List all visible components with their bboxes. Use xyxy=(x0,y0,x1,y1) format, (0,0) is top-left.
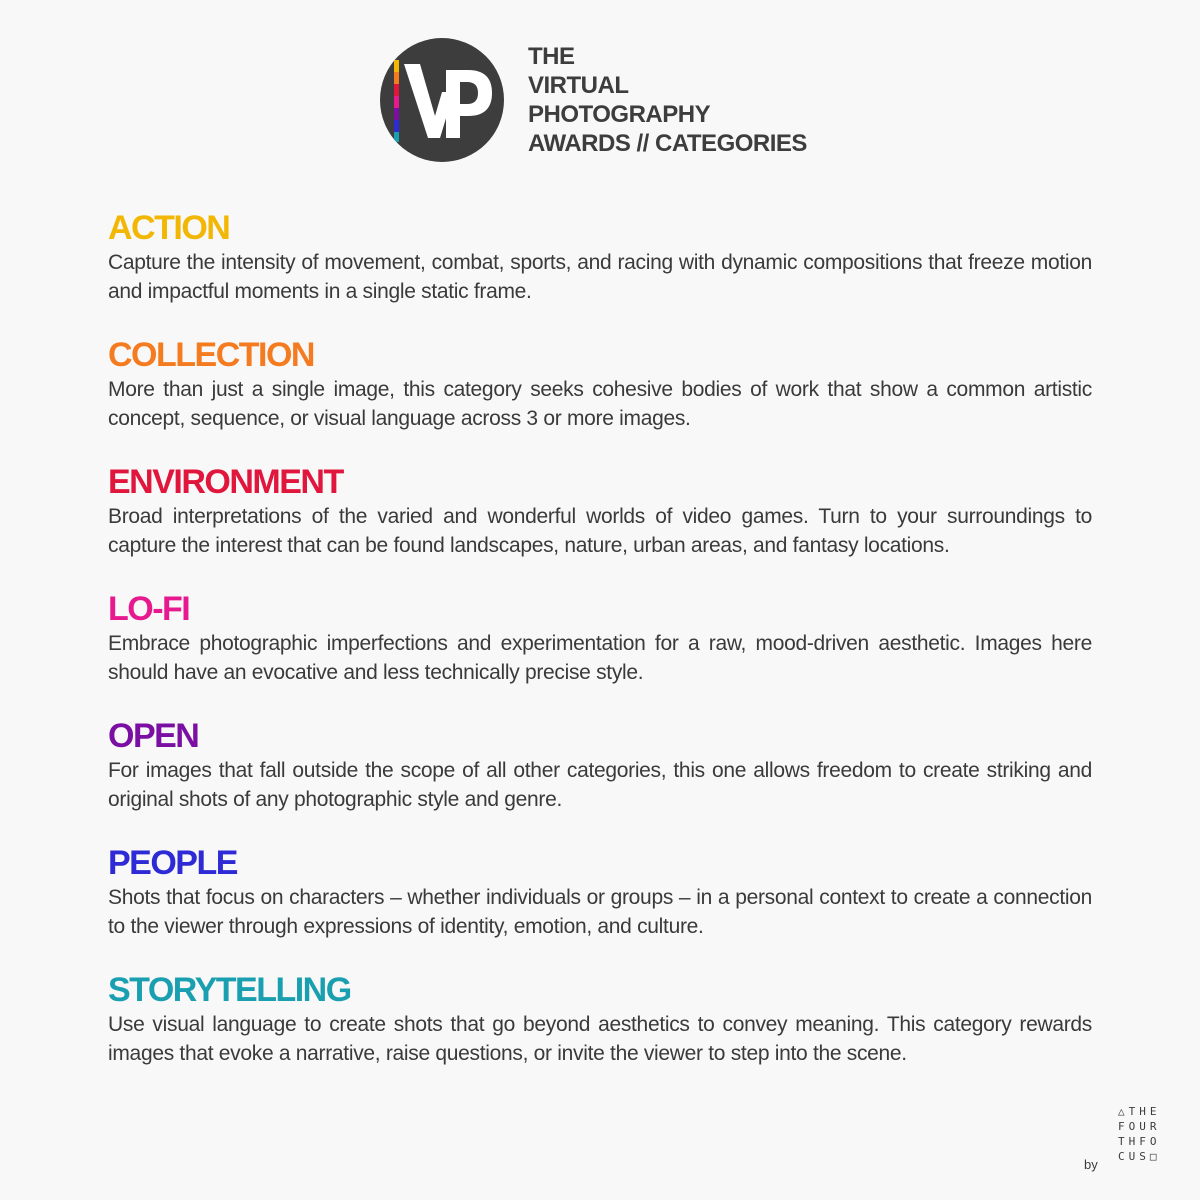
category-description: Shots that focus on characters – whether individuals or groups – in a personal context to create a connection to the viewer through expressions of identity, emotion, and culture. xyxy=(108,886,1092,938)
category-open xyxy=(108,716,1092,814)
category-title: ENVIRONMENT xyxy=(108,463,343,501)
credit-line: THFO xyxy=(1118,1135,1161,1148)
credit-line: CUS□ xyxy=(1118,1150,1161,1163)
credit-line: FOUR xyxy=(1118,1120,1161,1133)
title-line: PHOTOGRAPHY xyxy=(528,101,711,128)
category-description: More than just a single image, this category seeks cohesive bodies of work that show a common artistic concept, sequence, or visual language across 3 or more images. xyxy=(108,378,1092,430)
category-title: LO-FI xyxy=(108,590,190,628)
category-description: Embrace photographic imperfections and experimentation for a raw, mood-driven aesthetic. Images here should have an evocative and less technically precise style. xyxy=(108,632,1092,684)
category-action xyxy=(108,208,1092,306)
category-description: Capture the intensity of movement, combat, sports, and racing with dynamic compositions that freeze motion and impactful moments in a single static frame. xyxy=(108,251,1092,303)
credit-wordmark xyxy=(1118,1104,1174,1164)
credit-line: △THE xyxy=(1118,1105,1161,1118)
category-title: PEOPLE xyxy=(108,844,237,882)
title-line: VIRTUAL xyxy=(528,72,629,99)
vp-logo-mark xyxy=(380,38,504,162)
header xyxy=(380,38,860,162)
category-description: For images that fall outside the scope of all other categories, this one allows freedom to create striking and original shots of any photographic style and genre. xyxy=(108,759,1092,811)
category-people xyxy=(108,843,1092,941)
category-lo-fi xyxy=(108,589,1092,687)
page-title xyxy=(528,42,807,158)
title-line: THE xyxy=(528,43,575,70)
category-title: ACTION xyxy=(108,209,230,247)
category-description: Broad interpretations of the varied and wonderful worlds of video games. Turn to your surroundings to capture the interest that can be found landscapes, nature, urban areas, and fantasy locations. xyxy=(108,505,1092,557)
category-title: COLLECTION xyxy=(108,336,314,374)
category-collection xyxy=(108,335,1092,433)
credit-logo xyxy=(1084,1104,1174,1174)
category-storytelling xyxy=(108,970,1092,1068)
title-line: AWARDS // CATEGORIES xyxy=(528,130,807,157)
category-title: OPEN xyxy=(108,717,199,755)
vp-logo xyxy=(380,38,504,162)
credit-by: by xyxy=(1084,1157,1098,1172)
category-description: Use visual language to create shots that go beyond aesthetics to convey meaning. This category rewards images that evoke a narrative, raise questions, or invite the viewer to step into the scene. xyxy=(108,1013,1092,1065)
category-title: STORYTELLING xyxy=(108,971,351,1009)
category-environment xyxy=(108,462,1092,560)
